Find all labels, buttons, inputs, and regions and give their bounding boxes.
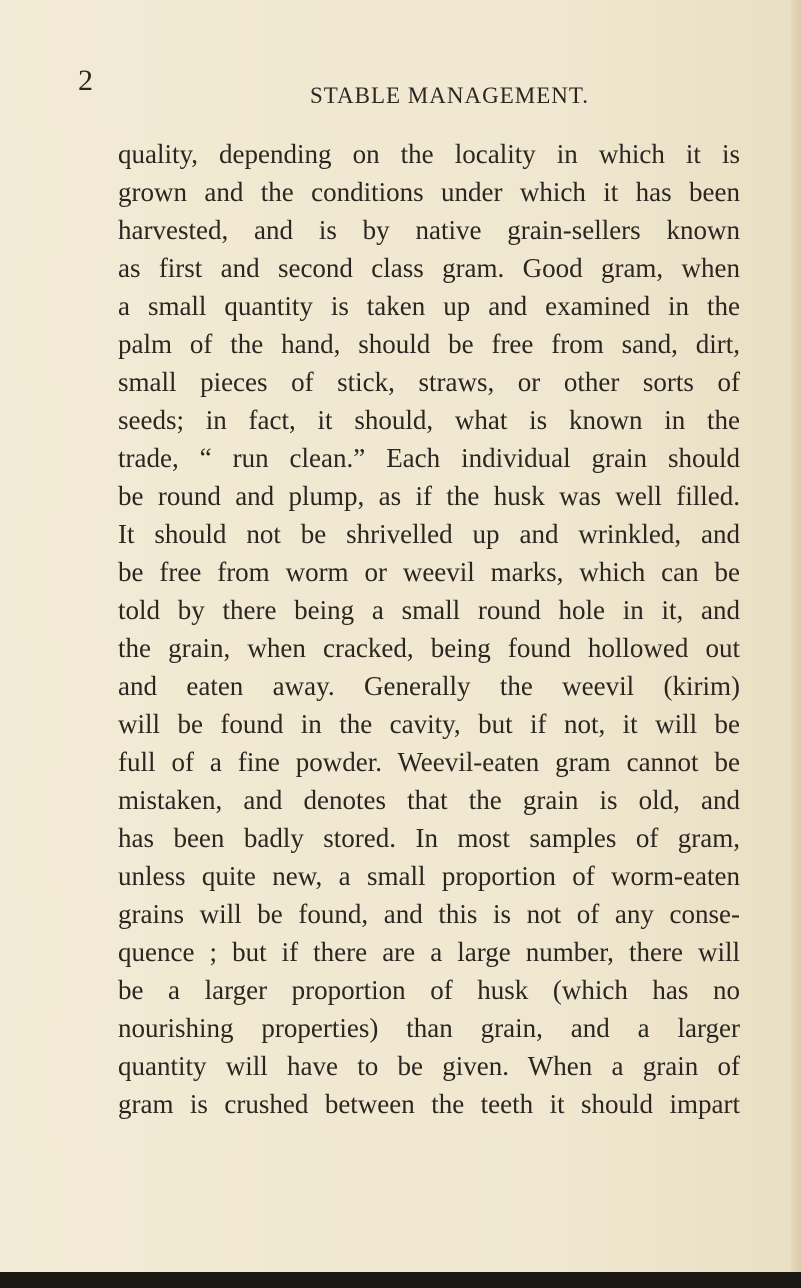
page-edge-shadow [791, 0, 801, 1288]
running-head: STABLE MANAGEMENT. [310, 83, 589, 108]
text-line: be round and plump, as if the husk was well filled. [118, 481, 740, 511]
text-line: seeds; in fact, it should, what is known in the [118, 405, 740, 435]
text-line: quality, depending on the locality in which it is [118, 139, 740, 169]
text-line: nourishing properties) than grain, and a larger [118, 1013, 740, 1043]
text-line: harvested, and is by native grain-sellers known [118, 215, 740, 245]
text-line: a small quantity is taken up and examined in the [118, 291, 740, 321]
text-line: the grain, when cracked, being found hollowed out [118, 633, 740, 663]
bottom-border [0, 1272, 801, 1288]
text-line: palm of the hand, should be free from sand, dirt, [118, 329, 740, 359]
text-line: grains will be found, and this is not of any conse- [118, 899, 740, 929]
text-line: unless quite new, a small proportion of worm-eaten [118, 861, 740, 891]
text-line: will be found in the cavity, but if not, it will be [118, 709, 740, 739]
text-line: full of a fine powder. Weevil-eaten gram cannot be [118, 747, 740, 777]
text-line: trade, “ run clean.” Each individual grain should [118, 443, 740, 473]
text-line: told by there being a small round hole in it, and [118, 595, 740, 625]
text-line: and eaten away. Generally the weevil (kirim) [118, 671, 740, 701]
text-line: quence ; but if there are a large number, there will [118, 937, 740, 967]
text-line: be a larger proportion of husk (which has no [118, 975, 740, 1005]
text-line: grown and the conditions under which it has been [118, 177, 740, 207]
text-line: It should not be shrivelled up and wrinkled, and [118, 519, 740, 549]
text-line: as first and second class gram. Good gram, when [118, 253, 740, 283]
text-line: small pieces of stick, straws, or other sorts of [118, 367, 740, 397]
text-line: be free from worm or weevil marks, which can be [118, 557, 740, 587]
text-line: quantity will have to be given. When a grain of [118, 1051, 740, 1081]
text-line: has been badly stored. In most samples of gram, [118, 823, 740, 853]
page-number: 2 [78, 64, 93, 97]
text-line: gram is crushed between the teeth it should impart [118, 1089, 740, 1119]
text-line: mistaken, and denotes that the grain is old, and [118, 785, 740, 815]
